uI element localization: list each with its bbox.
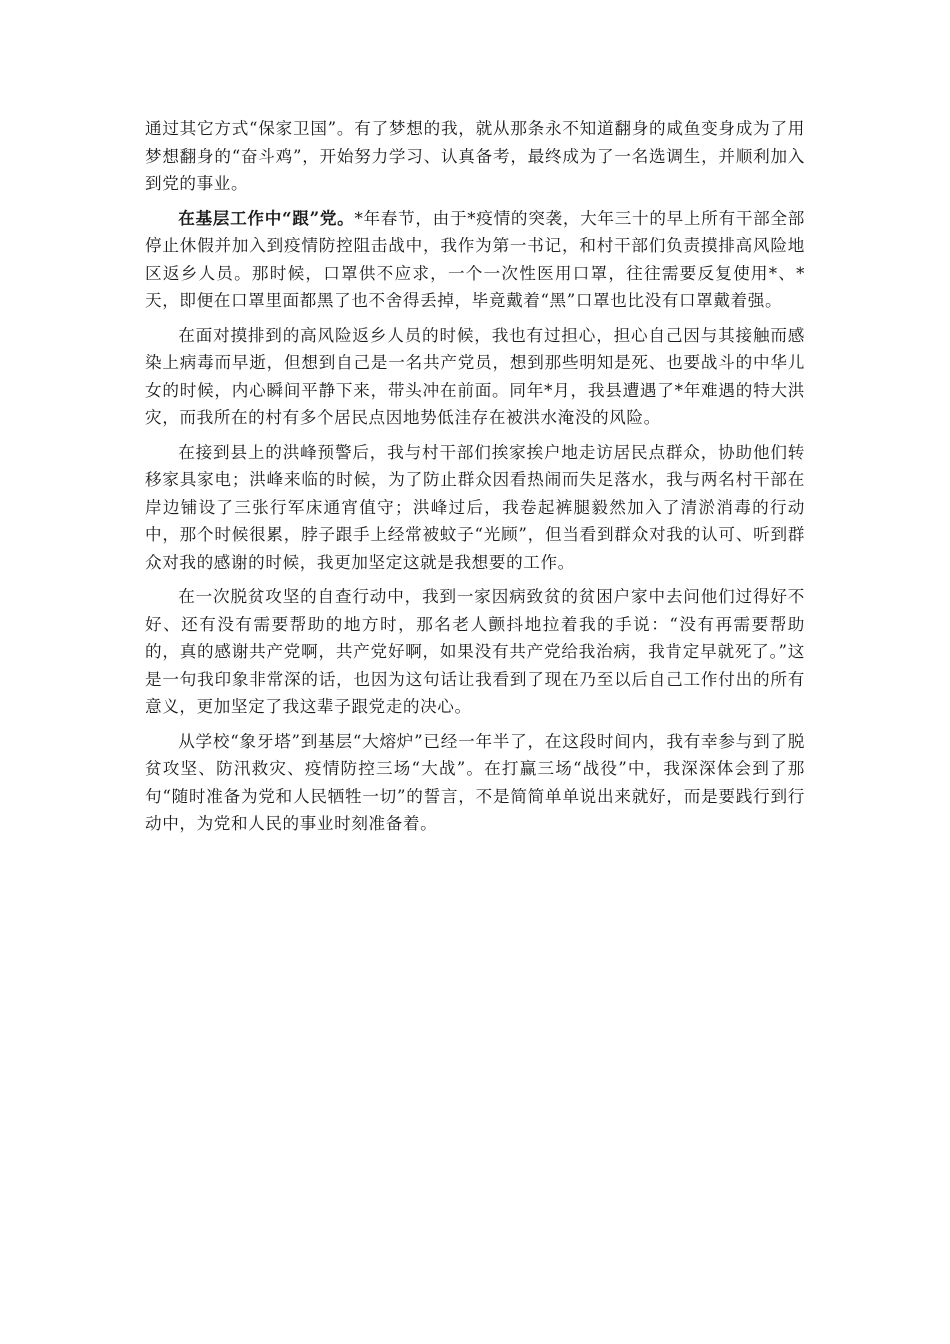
paragraph-text: 在接到县上的洪峰预警后，我与村干部们挨家挨户地走访居民点群众，协助他们转移家具家电；洪峰来临的时候，为了防止群众因看热闹而失足落水，我与两名村干部在岸边铺设了三张行军床通宵值守；洪峰过后，我卷起裤腿毅然加入了清淤消毒的行动中，那个时候很累，脖子跟手上经常被蚊子“光顾”，但当看到群众对我的认可、听到群众对我的感谢的时候，我更加坚定这就是我想要的工作。: [145, 442, 805, 572]
paragraph-5: [145, 583, 805, 721]
paragraph-1: [145, 115, 805, 198]
paragraph-text: *年春节，由于*疫情的突袭，大年三十的早上所有干部全部停止休假并加入到疫情防控阻击战中，我作为第一书记，和村干部们负责摸排高风险地区返乡人员。那时候，口罩供不应求，一个一次性医用口罩，往往需要反复使用*、*天，即便在口罩里面都黑了也不舍得丢掉，毕竟戴着“黑”口罩也比没有口罩戴着强。: [145, 208, 805, 310]
paragraph-text: 通过其它方式“保家卫国”。有了梦想的我，就从那条永不知道翻身的咸鱼变身成为了用梦想翻身的“奋斗鸡”，开始努力学习、认真备考，最终成为了一名选调生，并顺利加入到党的事业。: [145, 119, 805, 193]
document-page: [145, 115, 805, 845]
paragraph-6: [145, 728, 805, 838]
paragraph-lead-heading: 在基层工作中“跟”党。: [178, 207, 355, 228]
paragraph-text: 从学校“象牙塔”到基层“大熔炉”已经一年半了，在这段时间内，我有幸参与到了脱贫攻坚、防汛救灾、疫情防控三场“大战”。在打赢三场“战役”中，我深深体会到了那句“随时准备为党和人民牺牲一切”的誓言，不是简简单单说出来就好，而是要践行到行动中，为党和人民的事业时刻准备着。: [145, 731, 805, 833]
paragraph-3: [145, 322, 805, 432]
paragraph-4: [145, 439, 805, 577]
paragraph-text: 在一次脱贫攻坚的自查行动中，我到一家因病致贫的贫困户家中去问他们过得好不好、还有没有需要帮助的地方时，那名老人颤抖地拉着我的手说：“没有再需要帮助的，真的感谢共产党啊，共产党好啊，如果没有共产党给我治病，我肯定早就死了。”这是一句我印象非常深的话，也因为这句话让我看到了现在乃至以后自己工作付出的所有意义，更加坚定了我这辈子跟党走的决心。: [145, 587, 805, 716]
paragraph-2: [145, 205, 805, 315]
paragraph-text: 在面对摸排到的高风险返乡人员的时候，我也有过担心，担心自己因与其接触而感染上病毒而早逝，但想到自己是一名共产党员，想到那些明知是死、也要战斗的中华儿女的时候，内心瞬间平静下来，带头冲在前面。同年*月，我县遭遇了*年难遇的特大洪灾，而我所在的村有多个居民点因地势低洼存在被洪水淹没的风险。: [145, 325, 805, 427]
